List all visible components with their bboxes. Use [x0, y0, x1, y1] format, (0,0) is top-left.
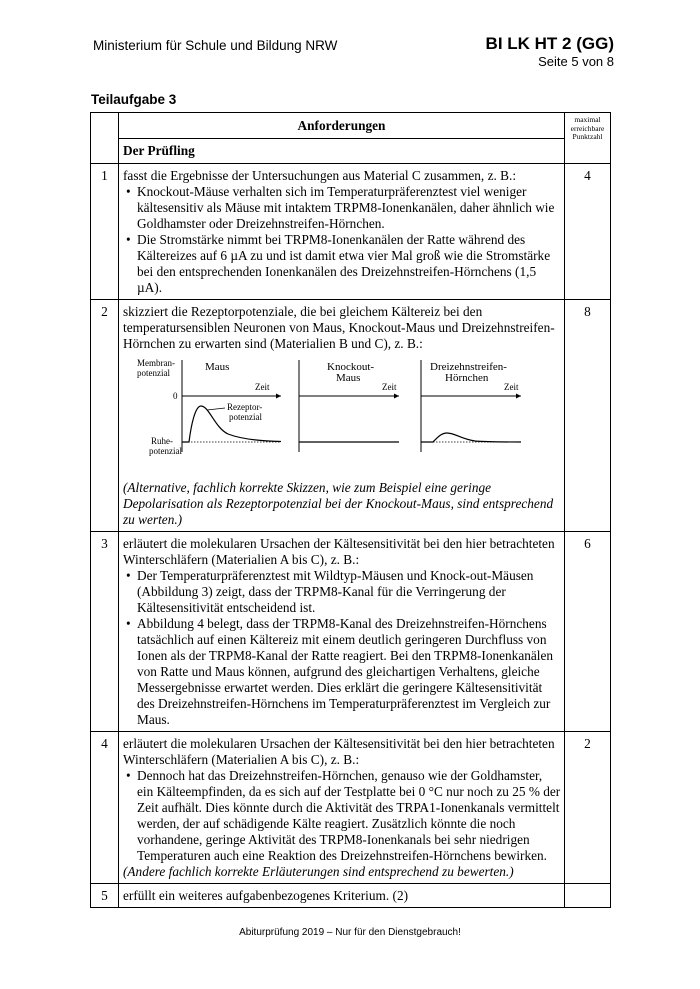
row-number: 4 — [91, 732, 119, 884]
row-intro: erläutert die molekularen Ursachen der Kältesensitivität bei den hier betrachteten Winterschläfern (Materialien A bis C), z. B.: — [123, 736, 555, 767]
squirrel-time-label: Zeit — [504, 382, 519, 392]
annotation-pointer — [207, 408, 225, 410]
row-intro: fasst die Ergebnisse der Untersuchungen aus Material C zusammen, z. B.: — [123, 168, 517, 183]
candidate-heading: Der Prüfling — [119, 139, 565, 164]
table-row — [91, 884, 611, 908]
row-content — [119, 884, 565, 908]
row-content — [119, 164, 565, 300]
y-axis-label-1: Membran- — [137, 358, 175, 368]
footer-text: Abiturprüfung 2019 – Nur für den Dienstgebrauch! — [239, 927, 461, 938]
annotation-label-2: potenzial — [229, 412, 262, 422]
mouse-time-label: Zeit — [255, 382, 270, 392]
row-points: 4 — [565, 164, 611, 300]
row-intro: erläutert die molekularen Ursachen der Kältesensitivität bei den hier betrachteten Winterschläfern (Materialien A bis C), z. B.: — [123, 536, 555, 567]
panel-title-knockout-1: Knockout- — [327, 361, 375, 373]
row-number: 1 — [91, 164, 119, 300]
table-row — [91, 532, 611, 732]
row-number: 5 — [91, 884, 119, 908]
row-points: 8 — [565, 300, 611, 532]
row-points: 6 — [565, 532, 611, 732]
knockout-time-label: Zeit — [382, 382, 397, 392]
ministry-name: Ministerium für Schule und Bildung NRW — [93, 38, 338, 53]
bullet-item: • Der Temperaturpräferenztest mit Wildtyp-Mäusen und Knock-out-Mäusen (Abbildung 3) zeigt, dass der TRPM8-Kanal für die Verringerung der Kältesensitivität entscheidend ist. — [123, 568, 561, 616]
requirements-heading: Anforderungen — [119, 113, 565, 139]
table-row — [91, 300, 611, 532]
page-number: Seite 5 von 8 — [538, 54, 614, 69]
mouse-x-arrow — [276, 394, 281, 399]
row-note: (Alternative, fachlich korrekte Skizzen, wie zum Beispiel eine geringe Depolarisation als Rezeptorpotenzial bei der Knockout-Maus, sind entsprechend zu werten.) — [123, 480, 554, 527]
row-points: 2 — [565, 732, 611, 884]
max-points-line2: erreichbare — [570, 123, 605, 133]
subtask-title: Teilaufgabe 3 — [91, 92, 177, 107]
panel-title-squirrel-1: Dreizehnstreifen- — [430, 361, 507, 373]
panel-title-squirrel-2: Hörnchen — [445, 372, 489, 384]
bullet-list — [123, 568, 561, 728]
row-number: 3 — [91, 532, 119, 732]
row-content — [119, 732, 565, 884]
max-points-line1: maximal — [574, 115, 601, 124]
rest-label-1: Ruhe- — [151, 436, 173, 446]
exam-code: BI LK HT 2 (GG) — [485, 34, 614, 53]
panel-title-mouse: Maus — [205, 361, 230, 373]
zero-label: 0 — [173, 391, 178, 401]
header-blank-cell — [91, 113, 119, 164]
row-number: 2 — [91, 300, 119, 532]
row-intro: erfüllt ein weiteres aufgabenbezogenes Kriterium. (2) — [123, 888, 409, 903]
max-points-heading — [565, 113, 611, 164]
max-points-line3: Punktzahl — [572, 132, 603, 142]
panel-title-knockout-2: Maus — [336, 372, 361, 384]
table-row — [91, 732, 611, 884]
row-points — [565, 884, 611, 908]
bullet-item: • Knockout-Mäuse verhalten sich im Temperaturpräferenztest viel weniger kältesensitiv als Mäuse mit intaktem TRPM8-Ionenkanälen, daher ähnlich wie Goldhamster oder Dreizehnstreifen-Hörnchen. — [123, 184, 561, 232]
bullet-item: • Die Stromstärke nimmt bei TRPM8-Ionenkanälen der Ratte während des Kältereizes auf 6 µA zu und ist damit etwa vier Mal groß wie die Stromstärke bei den entsprechenden Ionenkanälen des Dreizehnstreifen-Hörnchens (1,5 µA). — [123, 232, 561, 296]
bullet-item: • Abbildung 4 belegt, dass der TRPM8-Kanal des Dreizehnstreifen-Hörnchens tatsächlich auf einen Kältereiz mit einem deutlich geringeren Durchfluss von Ionen als der TRPM8-Kanal der Ratte reagiert. Bei den TRPM8-Ionenkanälen von Ratte und Maus können, aufgrund des gleichartigen Verhaltens, gleiche Messergebnisse erwartet werden. Dies erklärt die geringere Kältesensitivität des Dreizehnstreifen-Hörnchens im Temperaturpräferenztest im Vergleich zur Maus. — [123, 616, 561, 728]
row-note: (Andere fachlich korrekte Erläuterungen sind entsprechend zu bewerten.) — [123, 864, 514, 879]
squirrel-x-arrow — [516, 394, 521, 399]
bullet-list — [123, 184, 561, 296]
knockout-x-arrow — [394, 394, 399, 399]
table-subheader-row — [91, 139, 611, 164]
receptor-potential-sketch — [123, 356, 535, 474]
squirrel-curve — [421, 433, 521, 442]
annotation-label-1: Rezeptor- — [227, 402, 263, 412]
requirements-table — [90, 112, 611, 908]
y-axis-label-2: potenzial — [137, 368, 170, 378]
row-intro: skizziert die Rezeptorpotenziale, die bei gleichem Kältereiz bei den temperatursensiblen Neuronen von Maus, Knockout-Maus und Dreizehnstreifen-Hörnchen zu erwarten sind (Materialien B und C), z. B.: — [123, 304, 555, 351]
rest-label-2: potenzial — [149, 446, 182, 456]
row-content — [119, 300, 565, 532]
bullet-list — [123, 768, 561, 864]
table-header-row — [91, 113, 611, 139]
row-content — [119, 532, 565, 732]
document-header — [486, 34, 614, 69]
bullet-item: • Dennoch hat das Dreizehnstreifen-Hörnchen, genauso wie der Goldhamster, ein Kälteempfinden, da es sich auf der Testplatte bei 0 °C nur noch zu 25 % der Zeit aufhält. Dies könnte durch die Aktivität des TRPA1-Ionenkanals vermittelt werden, der auf schädigende Kälte reagiert. Zusätzlich könnte die noch vorhandene, geringe Aktivität des TRPM8-Ionenkanals bei sehr niedrigen Temperaturen auch eine Reaktion des Dreizehnstreifen-Hörnchens bewirken. — [123, 768, 561, 864]
table-row — [91, 164, 611, 300]
